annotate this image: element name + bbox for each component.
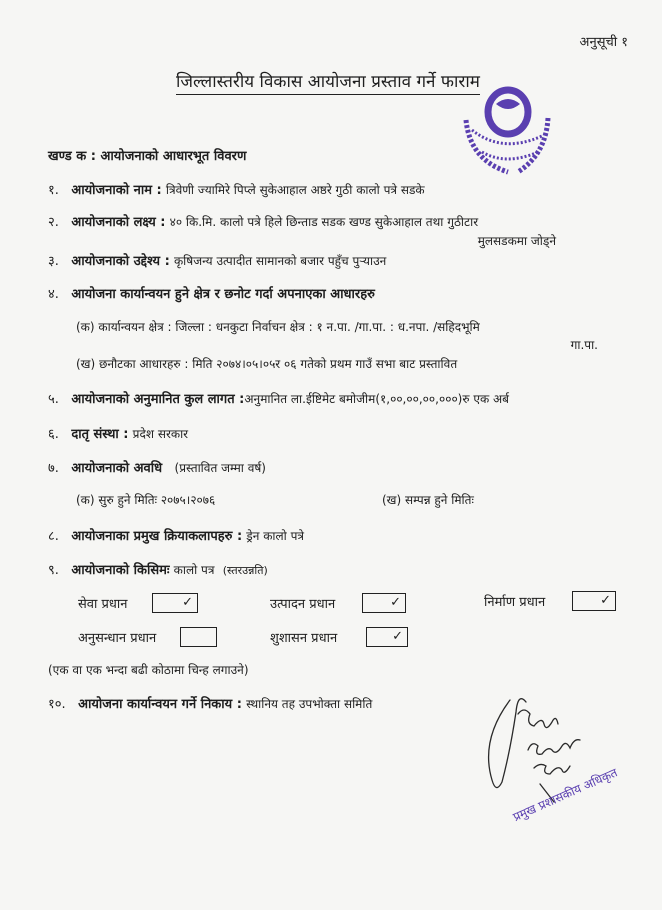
checkbox-seva-label: सेवा प्रधान bbox=[78, 597, 128, 612]
item-7-label: आयोजनाको अवधि bbox=[71, 461, 163, 476]
item-4-label: आयोजना कार्यान्वयन हुने क्षेत्र र छनोट गर्दा अपनाएका आधारहरु bbox=[71, 287, 375, 302]
item-2-num: २. bbox=[48, 215, 59, 230]
item-9-num: ९. bbox=[48, 563, 59, 578]
item-3-label: आयोजनाको उद्देश्य : bbox=[71, 254, 170, 269]
designation-stamp: प्रमुख प्रशासकीय अधिकृत bbox=[510, 765, 620, 825]
item-6 bbox=[48, 424, 188, 442]
item-7-value: (प्रस्तावित जम्मा वर्ष) bbox=[174, 461, 266, 475]
checkmark-icon: ✓ bbox=[182, 595, 193, 610]
item-4-basis: (ख) छनौटका आधारहरु : मिति २०७४।०५।०५र ०६ गतेको प्रथम गाउँ सभा बाट प्रस्तावित bbox=[76, 357, 458, 371]
checkbox-nirman[interactable] bbox=[572, 591, 616, 611]
item-10-value: स्थानिय तह उपभोक्ता समिति bbox=[246, 697, 373, 711]
item-2-value-cont: मुलसडकमा जोड्ने bbox=[477, 234, 556, 248]
checkbox-utpadan[interactable] bbox=[362, 593, 406, 613]
item-9-note: (स्तरउन्नति) bbox=[222, 564, 268, 577]
municipal-seal-icon bbox=[452, 74, 560, 186]
checkmark-icon: ✓ bbox=[390, 595, 401, 610]
item-5-label: आयोजनाको अनुमानित कुल लागत : bbox=[71, 392, 245, 407]
item-8-num: ८. bbox=[48, 529, 59, 544]
item-5-num: ५. bbox=[48, 392, 59, 407]
item-10 bbox=[48, 694, 372, 712]
item-3 bbox=[48, 251, 386, 269]
item-6-num: ६. bbox=[48, 427, 59, 442]
item-3-num: ३. bbox=[48, 254, 59, 269]
item-8 bbox=[48, 526, 304, 544]
item-9 bbox=[48, 560, 268, 578]
item-7-end-date: (ख) सम्पन्न हुने मितिः bbox=[382, 493, 474, 507]
item-9-label: आयोजनाको किसिमः bbox=[71, 563, 170, 578]
checkbox-sushasan-label: शुशासन प्रधान bbox=[270, 631, 338, 646]
item-5 bbox=[48, 389, 509, 407]
checkbox-sushasan[interactable] bbox=[366, 627, 408, 647]
checkbox-nirman-label: निर्माण प्रधान bbox=[484, 595, 546, 610]
item-8-label: आयोजनाका प्रमुख क्रियाकलापहरु : bbox=[71, 529, 243, 544]
checkmark-icon: ✓ bbox=[392, 629, 403, 644]
annex-number: अनुसूची १ bbox=[579, 35, 628, 50]
item-4-area-cont: गा.पा. bbox=[570, 338, 598, 352]
item-2 bbox=[48, 212, 478, 230]
item-3-value: कृषिजन्य उत्पादीत सामानको बजार पहुँच पुऱ्याउन bbox=[173, 254, 387, 268]
item-2-label: आयोजनाको लक्ष्य : bbox=[71, 215, 166, 230]
item-10-label: आयोजना कार्यान्वयन गर्ने निकाय : bbox=[78, 697, 242, 712]
item-10-num: १०. bbox=[48, 697, 66, 712]
item-8-value: ड्रेन कालो पत्रे bbox=[246, 529, 305, 543]
item-4-area: (क) कार्यान्वयन क्षेत्र : जिल्ला : धनकुटा निर्वाचन क्षेत्र : १ न.पा. /गा.पा. : ध.नपा. /सहिदभूमि bbox=[76, 320, 480, 334]
item-6-value: प्रदेश सरकार bbox=[132, 427, 189, 441]
item-7 bbox=[48, 458, 266, 476]
checkmark-icon: ✓ bbox=[600, 593, 611, 608]
item-6-label: दातृ संस्था : bbox=[71, 427, 129, 442]
item-1-label: आयोजनाको नाम : bbox=[71, 183, 162, 198]
item-2-value: ४० कि.मि. कालो पत्रे हिले छिन्ताड सडक खण्ड सुकेआहाल तथा गुठीटार bbox=[169, 215, 479, 229]
item-1 bbox=[48, 180, 425, 198]
page-title: जिल्लास्तरीय विकास आयोजना प्रस्ताव गर्ने फाराम bbox=[176, 69, 480, 95]
item-9-value: कालो पत्र bbox=[173, 563, 215, 577]
section-heading: खण्ड क : आयोजनाको आधारभूत विवरण bbox=[48, 149, 247, 164]
item-7-num: ७. bbox=[48, 461, 59, 476]
item-5-value: अनुमानित ला.ईष्टिमेट बमोजीम(१,००,००,००,०००)रु एक अर्ब bbox=[244, 392, 510, 406]
signature-icon bbox=[470, 680, 620, 810]
checkbox-anusandhan-label: अनुसन्धान प्रधान bbox=[78, 631, 157, 646]
checkbox-instruction: (एक वा एक भन्दा बढी कोठामा चिन्ह लगाउने) bbox=[48, 663, 249, 677]
item-1-num: १. bbox=[48, 183, 59, 198]
item-1-value: त्रिवेणी ज्यामिरे पिप्ले सुकेआहाल अष्ठरे गुठी कालो पत्रे सडके bbox=[165, 183, 425, 197]
checkbox-utpadan-label: उत्पादन प्रधान bbox=[270, 597, 336, 612]
item-4-num: ४. bbox=[48, 287, 59, 302]
item-4 bbox=[48, 284, 375, 302]
checkbox-anusandhan[interactable] bbox=[180, 627, 217, 647]
checkbox-seva[interactable] bbox=[152, 593, 198, 613]
item-7-start-date: (क) सुरु हुने मितिः २०७५।२०७६ bbox=[76, 493, 216, 507]
